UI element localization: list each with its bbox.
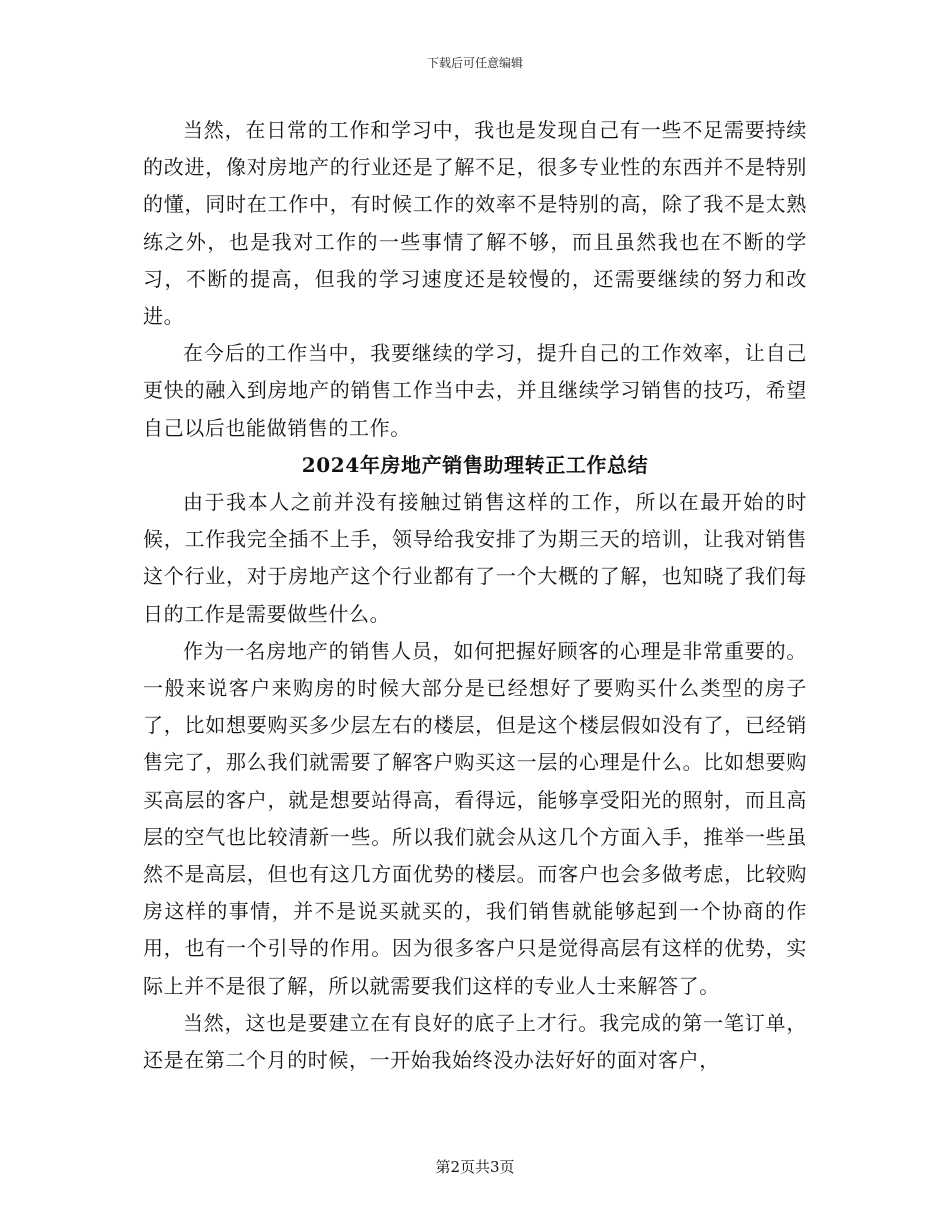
document-body <box>143 112 807 1079</box>
page-number: 第2页共3页 <box>435 1158 515 1176</box>
paragraph: 作为一名房地产的销售人员，如何把握好顾客的心理是非常重要的。一般来说客户来购房的时候大部分是已经想好了要购买什么类型的房子了，比如想要购买多少层左右的楼层，但是这个楼层假如没有了，已经销售完了，那么我们就需要了解客户购买这一层的心理是什么。比如想要购买高层的客户，就是想要站得高，看得远，能够享受阳光的照射，而且高层的空气也比较清新一些。所以我们就会从这几个方面入手，推举一些虽然不是高层，但也有这几方面优势的楼层。而客户也会多做考虑，比较购房这样的事情，并不是说买就买的，我们销售就能够起到一个协商的作用，也有一个引导的作用。因为很多客户只是觉得高层有这样的优势，实际上并不是很了解，所以就需要我们这样的专业人士来解答了。 <box>143 638 807 998</box>
header-note: 下载后可任意编辑 <box>426 56 523 70</box>
paragraph: 当然，这也是要建立在有良好的底子上才行。我完成的第一笔订单，还是在第二个月的时候，一开始我始终没办法好好的面对客户， <box>143 1010 807 1073</box>
paragraph: 当然，在日常的工作和学习中，我也是发现自己有一些不足需要持续的改进，像对房地产的行业还是了解不足，很多专业性的东西并不是特别的懂，同时在工作中，有时候工作的效率不是特别的高，除了我不是太熟练之外，也是我对工作的一些事情了解不够，而且虽然我也在不断的学习，不断的提高，但我的学习速度还是较慢的，还需要继续的努力和改进。 <box>143 118 807 329</box>
paragraph: 在今后的工作当中，我要继续的学习，提升自己的工作效率，让自己更快的融入到房地产的销售工作当中去，并且继续学习销售的技巧，希望自己以后也能做销售的工作。 <box>143 341 807 440</box>
section-title: 2024年房地产销售助理转正工作总结 <box>301 452 649 477</box>
paragraph: 由于我本人之前并没有接触过销售这样的工作，所以在最开始的时候，工作我完全插不上手，领导给我安排了为期三天的培训，让我对销售这个行业，对于房地产这个行业都有了一个大概的了解，也知晓了我们每日的工作是需要做些什么。 <box>143 490 807 626</box>
